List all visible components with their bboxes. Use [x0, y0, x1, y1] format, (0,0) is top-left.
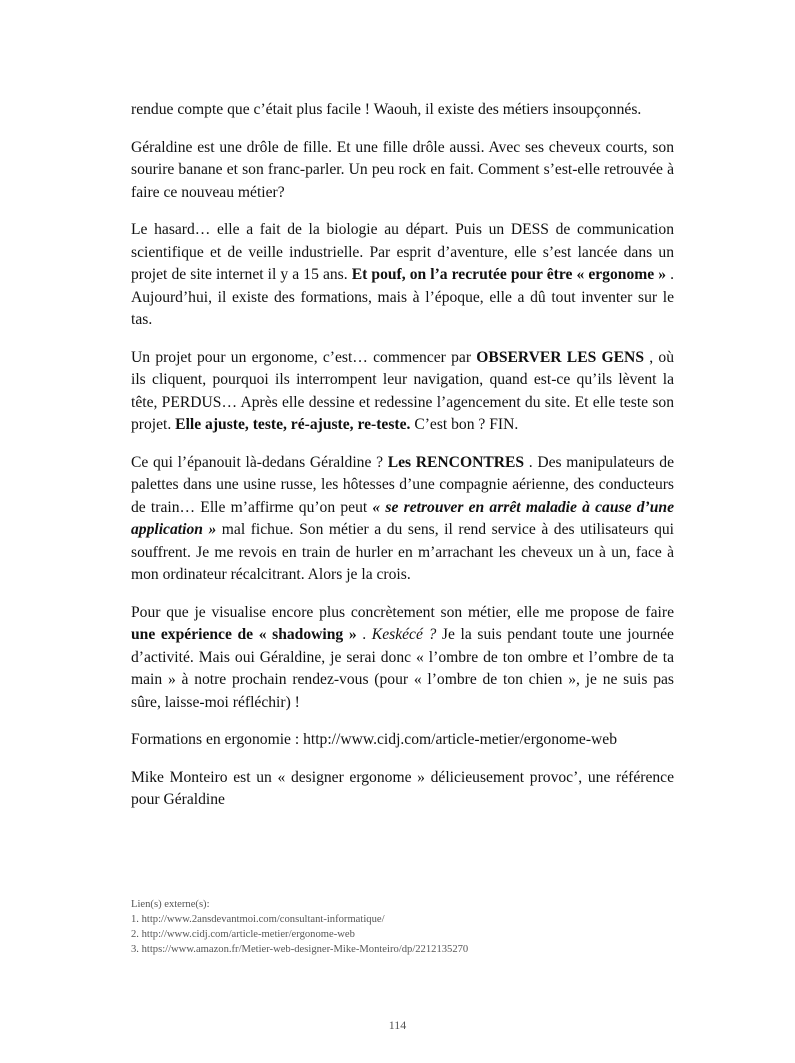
emphasized-text: une expérience de « shadowing »	[131, 626, 357, 643]
emphasized-text: OBSERVER LES GENS	[476, 348, 644, 366]
text-run: Un projet pour un ergonome, c’est… commencer par	[131, 348, 477, 366]
text-run: rendue compte que c’était plus facile ! Waouh, il existe des métiers insoupçonnés.	[131, 101, 642, 118]
emphasized-text: Keskécé ?	[371, 626, 437, 643]
paragraph	[131, 347, 674, 437]
text-run: . Aujourd’hui, il existe des formations, mais à l’époque, elle a dû tout inventer sur le tas.	[131, 266, 675, 328]
text-run: Pour que je visualise encore plus concrètement son métier, elle me propose de faire	[131, 603, 674, 621]
external-link[interactable]: 3. https://www.amazon.fr/Metier-web-designer-Mike-Monteiro/dp/2212135270	[131, 944, 469, 955]
paragraph	[131, 137, 674, 205]
emphasized-text: Les RENCONTRES	[387, 453, 525, 471]
text-run: Géraldine est une drôle de fille. Et une fille drôle aussi. Avec ses cheveux courts, son sourire banane et son franc-parler. Un peu rock en fait. Comment s’est-elle retrouvée à faire ce nouveau métier?	[131, 138, 674, 201]
text-run: .	[356, 626, 372, 643]
page-number: 114	[388, 1018, 407, 1032]
article-body	[131, 99, 674, 827]
external-link[interactable]: 2. http://www.cidj.com/article-metier/ergonome-web	[131, 929, 355, 940]
paragraph	[131, 729, 674, 752]
external-link[interactable]: 1. http://www.2ansdevantmoi.com/consultant-informatique/	[131, 914, 385, 925]
text-run: mal fichue. Son métier a du sens, il rend service à des utilisateurs qui souffrent. Je me revois en train de hurler en m’arrachant les cheveux un à un, face à mon ordinateur récalcitrant. Alors je la crois.	[131, 521, 674, 583]
paragraph	[131, 602, 674, 715]
paragraph	[131, 99, 674, 122]
text-run: Je la suis pendant toute une journée d’activité. Mais oui Géraldine, je serai donc « l’ombre de ton ombre et l’ombre de ta main » à notre prochain rendez-vous (pour « l’ombre de ton chien », je ne suis pas sûre, laisse-moi réfléchir) !	[131, 626, 674, 711]
emphasized-text: « se retrouver en arrêt maladie à cause d’une application »	[131, 498, 674, 538]
emphasized-text: Elle ajuste, teste, ré-ajuste, re-teste.	[175, 416, 411, 433]
paragraph	[131, 767, 674, 812]
text-run: Mike Monteiro est un « designer ergonome » délicieusement provoc’, une référence pour Géraldine	[131, 768, 674, 808]
external-links	[131, 897, 691, 957]
text-run: Ce qui l’épanouit là-dedans Géraldine ?	[131, 453, 388, 471]
paragraph	[131, 219, 674, 332]
external-links-heading: Lien(s) externe(s):	[131, 899, 210, 910]
emphasized-text: Et pouf, on l’a recrutée pour être « ergonome »	[351, 266, 667, 283]
text-run: , où ils cliquent, pourquoi ils interrompent leur navigation, quand est-ce qu’ils lèvent la tête, PERDUS… Après elle dessine et redessine l’agencement du site. Et elle teste son projet.	[131, 348, 675, 433]
text-run: C’est bon ? FIN.	[410, 416, 519, 433]
text-run: Formations en ergonomie : http://www.cidj.com/article-metier/ergonome-web	[131, 731, 618, 748]
text-run: Le hasard… elle a fait de la biologie au départ. Puis un DESS de communication scientifique et de veille industrielle. Par esprit d’aventure, elle s’est lancée dans un projet de site internet il y a 15 ans.	[131, 221, 674, 283]
paragraph	[131, 452, 674, 587]
text-run: . Des manipulateurs de palettes dans une usine russe, les hôtesses d’une compagnie aérienne, des conducteurs de train… Elle m’affirme qu’on peut	[131, 453, 674, 516]
